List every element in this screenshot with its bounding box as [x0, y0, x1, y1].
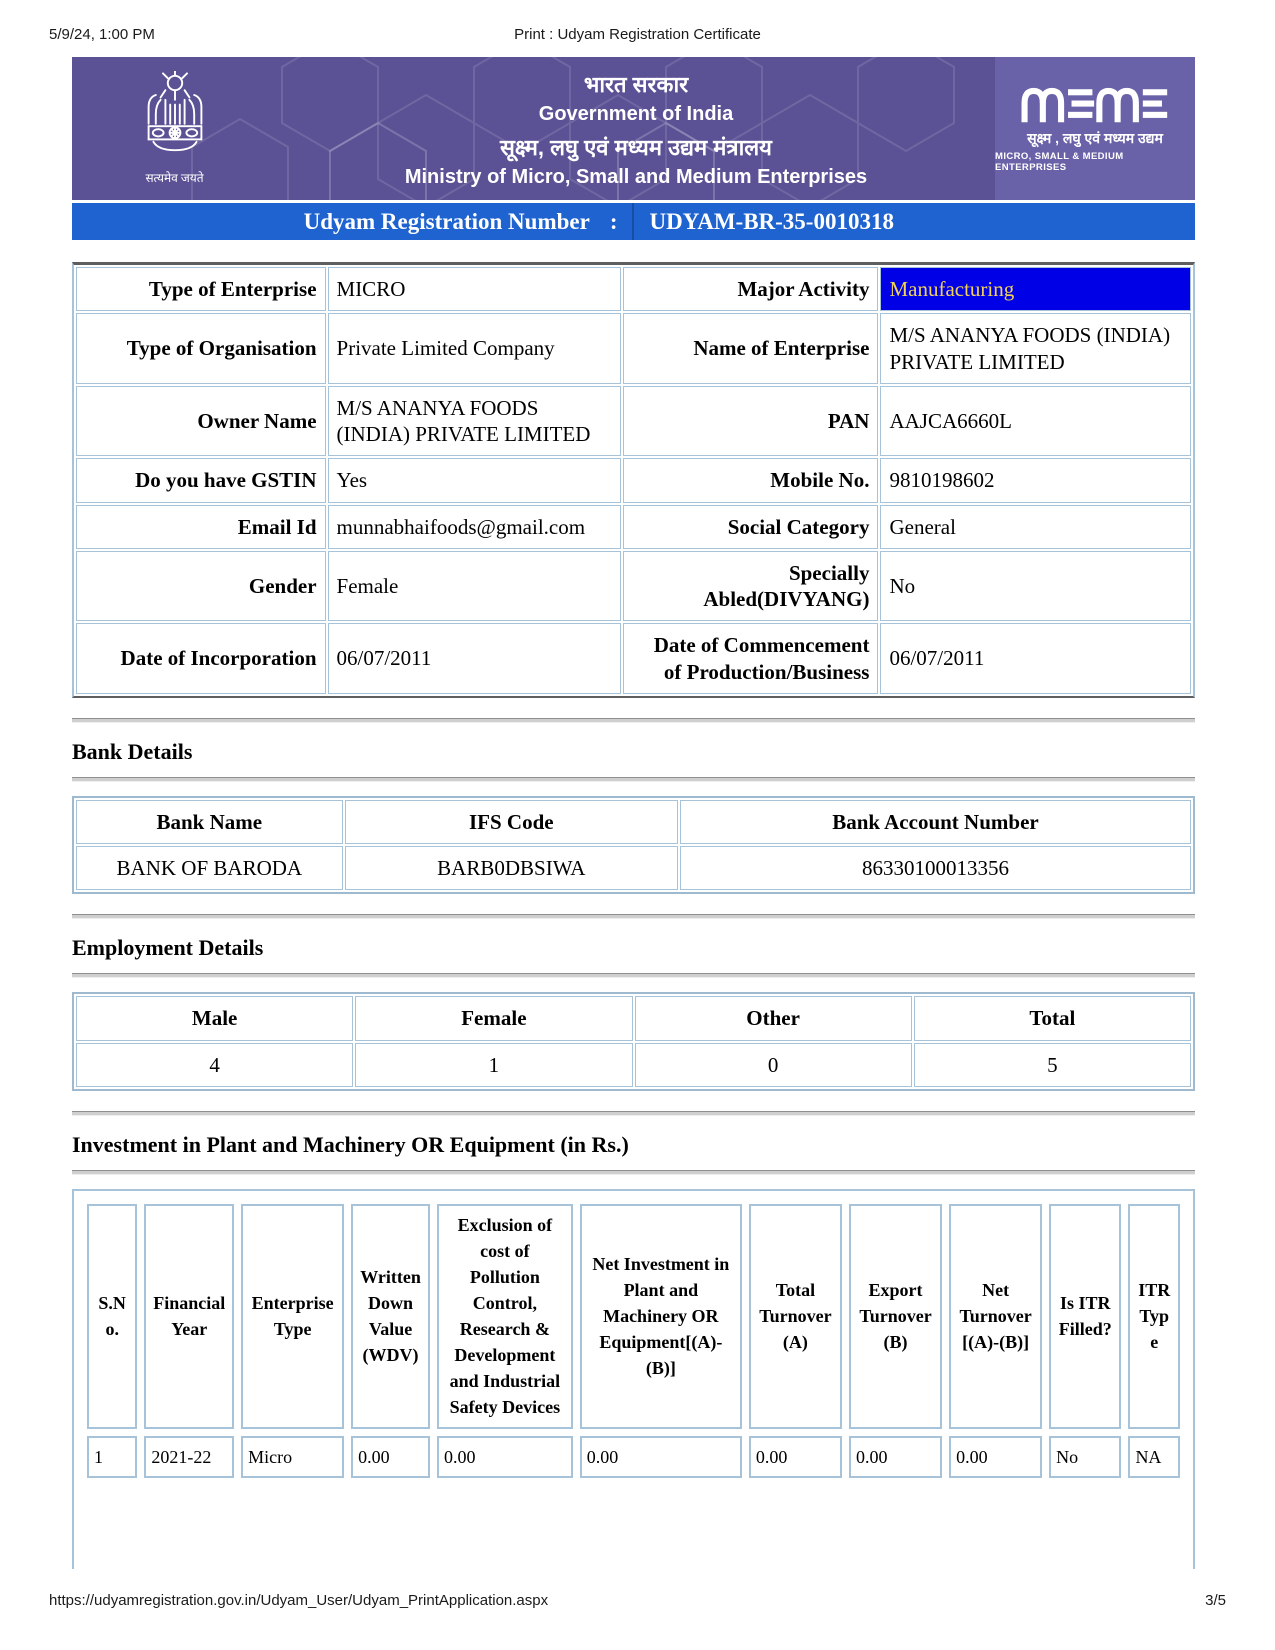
- column-header: Is ITR Filled?: [1049, 1204, 1121, 1429]
- banner-ministry: Ministry of Micro, Small and Medium Enterprises: [404, 165, 868, 188]
- column-header: Male: [76, 996, 353, 1040]
- table-cell: 0.00: [749, 1436, 842, 1478]
- column-header: Written Down Value (WDV): [351, 1204, 430, 1429]
- enterprise-details-table: [72, 262, 1195, 698]
- column-header: Exclusion of cost of Pollution Control, Research & Development and Industrial Safety Devices: [437, 1204, 573, 1429]
- print-header: [49, 26, 1226, 46]
- banner-hindi-ministry: सूक्ष्म, लघु एवं मध्यम उद्यम मंत्रालय: [500, 134, 772, 160]
- field-value: 06/07/2011: [880, 623, 1191, 694]
- field-value: Yes: [328, 458, 622, 502]
- table-cell: 1: [87, 1436, 137, 1478]
- column-header: Financial Year: [144, 1204, 234, 1429]
- urn-label: Udyam Registration Number: [303, 208, 590, 234]
- field-value: General: [880, 505, 1191, 549]
- field-label: Type of Organisation: [76, 313, 326, 384]
- table-row: [87, 1436, 1180, 1478]
- employment-details-title: Employment Details: [72, 935, 264, 961]
- field-label: Type of Enterprise: [76, 267, 326, 311]
- enterprise-row: [76, 551, 1191, 622]
- certificate-content: [72, 57, 1195, 1569]
- banner-hindi-govt: भारत सरकार: [583, 71, 689, 97]
- msme-logotype-icon: [1020, 84, 1170, 124]
- column-header: Bank Name: [76, 800, 343, 844]
- column-header: Bank Account Number: [680, 800, 1191, 844]
- field-value: M/S ANANYA FOODS (INDIA) PRIVATE LIMITED: [328, 386, 622, 457]
- banner-titles: [277, 57, 995, 200]
- field-label: Email Id: [76, 505, 326, 549]
- bank-details-title: Bank Details: [72, 738, 193, 764]
- table-cell: 4: [76, 1043, 353, 1087]
- field-label: Date of Commencement of Production/Business: [623, 623, 878, 694]
- registration-number-bar: [72, 203, 1195, 240]
- column-header: Net Investment in Plant and Machinery OR Equipment[(A)-(B)]: [580, 1204, 742, 1429]
- divider: [72, 718, 1195, 723]
- print-footer: [49, 1592, 1226, 1609]
- divider: [72, 1111, 1195, 1116]
- banner-govt: Government of India: [538, 102, 734, 125]
- field-label: PAN: [623, 386, 878, 457]
- table-row: [76, 1043, 1191, 1087]
- divider: [72, 1170, 1195, 1175]
- table-cell: 0.00: [849, 1436, 942, 1478]
- msme-logo: [995, 57, 1195, 200]
- table-cell: 0.00: [949, 1436, 1042, 1478]
- field-value: 9810198602: [880, 458, 1191, 502]
- print-page-number: 3/5: [1205, 1592, 1226, 1609]
- msme-hindi-caption: सूक्ष्म , लघु एवं मध्यम उद्यम: [1027, 130, 1163, 146]
- table-cell: 86330100013356: [680, 846, 1191, 890]
- india-emblem: [72, 57, 277, 200]
- column-header: Net Turnover [(A)-(B)]: [949, 1204, 1042, 1429]
- urn-value: UDYAM-BR-35-0010318: [632, 203, 1196, 240]
- table-cell: Micro: [241, 1436, 344, 1478]
- table-cell: BANK OF BARODA: [76, 846, 343, 890]
- print-title: Print : Udyam Registration Certificate: [514, 26, 761, 43]
- enterprise-row: [76, 267, 1191, 311]
- field-value: M/S ANANYA FOODS (INDIA) PRIVATE LIMITED: [880, 313, 1191, 384]
- field-label: Owner Name: [76, 386, 326, 457]
- field-value: munnabhaifoods@gmail.com: [328, 505, 622, 549]
- govt-banner: [72, 57, 1195, 200]
- field-label: Do you have GSTIN: [76, 458, 326, 502]
- divider: [72, 777, 1195, 782]
- field-value: 06/07/2011: [328, 623, 622, 694]
- field-label: Date of Incorporation: [76, 623, 326, 694]
- column-header: IFS Code: [345, 800, 678, 844]
- field-value: MICRO: [328, 267, 622, 311]
- enterprise-row: [76, 505, 1191, 549]
- table-cell: NA: [1128, 1436, 1180, 1478]
- table-cell: 0.00: [580, 1436, 742, 1478]
- header-row: [76, 996, 1191, 1040]
- investment-title: Investment in Plant and Machinery OR Equipment (in Rs.): [72, 1131, 629, 1157]
- field-label: Social Category: [623, 505, 878, 549]
- header-row: [76, 800, 1191, 844]
- table-cell: No: [1049, 1436, 1121, 1478]
- msme-caption: MICRO, SMALL & MEDIUM ENTERPRISES: [995, 151, 1124, 173]
- table-cell: BARB0DBSIWA: [345, 846, 678, 890]
- field-label: Name of Enterprise: [623, 313, 878, 384]
- column-header: Total: [914, 996, 1191, 1040]
- field-label: Gender: [76, 551, 326, 622]
- employment-details-table: [72, 992, 1195, 1091]
- column-header: Female: [355, 996, 632, 1040]
- field-value: AAJCA6660L: [880, 386, 1191, 457]
- investment-table-box: [72, 1189, 1195, 1569]
- table-cell: 2021-22: [144, 1436, 234, 1478]
- divider: [72, 914, 1195, 919]
- column-header: Other: [635, 996, 912, 1040]
- column-header: ITR Type: [1128, 1204, 1180, 1429]
- divider: [72, 973, 1195, 978]
- column-header: Total Turnover (A): [749, 1204, 842, 1429]
- print-datetime: 5/9/24, 1:00 PM: [49, 26, 155, 43]
- urn-colon: :: [609, 208, 618, 234]
- enterprise-row: [76, 458, 1191, 502]
- field-label: Mobile No.: [623, 458, 878, 502]
- column-header: S.No.: [87, 1204, 137, 1429]
- field-value: Manufacturing: [880, 267, 1191, 311]
- table-cell: 0.00: [351, 1436, 430, 1478]
- field-value: Private Limited Company: [328, 313, 622, 384]
- table-cell: 5: [914, 1043, 1191, 1087]
- field-value: No: [880, 551, 1191, 622]
- urn-label-wrap: [72, 203, 632, 240]
- table-cell: 1: [355, 1043, 632, 1087]
- column-header: Export Turnover (B): [849, 1204, 942, 1429]
- bank-details-table: [72, 796, 1195, 895]
- investment-table: [80, 1197, 1187, 1485]
- table-cell: 0.00: [437, 1436, 573, 1478]
- field-label: Major Activity: [623, 267, 878, 311]
- enterprise-row: [76, 386, 1191, 457]
- table-cell: 0: [635, 1043, 912, 1087]
- print-url: https://udyamregistration.gov.in/Udyam_User/Udyam_PrintApplication.aspx: [49, 1592, 549, 1609]
- ashoka-emblem-icon: [139, 71, 211, 167]
- enterprise-row: [76, 313, 1191, 384]
- enterprise-row: [76, 623, 1191, 694]
- table-row: [76, 846, 1191, 890]
- field-label: Specially Abled(DIVYANG): [623, 551, 878, 622]
- header-row: [87, 1204, 1180, 1429]
- column-header: Enterprise Type: [241, 1204, 344, 1429]
- emblem-motto: सत्यमेव जयते: [145, 171, 204, 185]
- field-value: Female: [328, 551, 622, 622]
